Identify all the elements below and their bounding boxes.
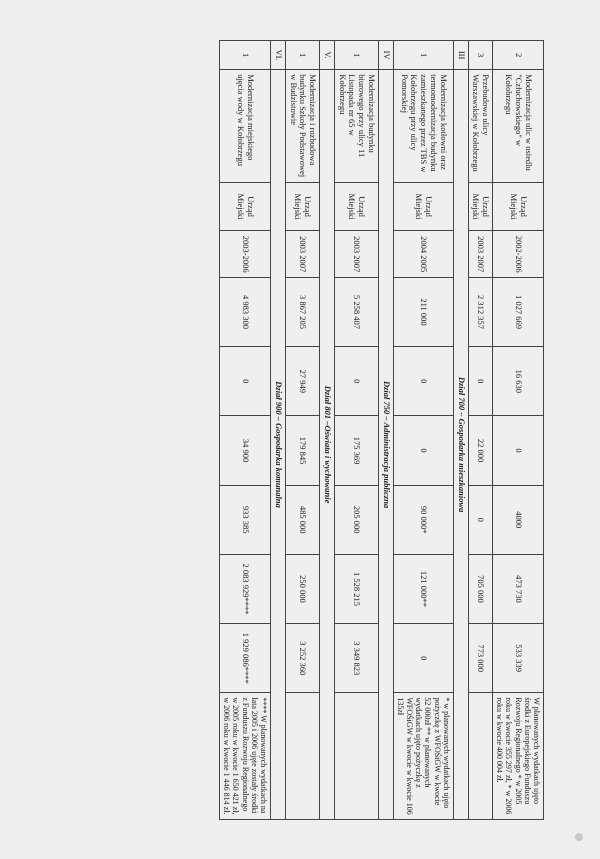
note-cell: * w planowanych wydatkach ujęto pożyczkę z WFOŚiGW w kwocie 52 000zł ** w planowanych wydatkach ujęto pożyczkę z WFOŚiGW w kwocie w kwocie 106 135zł	[393, 693, 453, 820]
value-cell: 1 027 669	[493, 277, 544, 346]
unit-cell: Urząd Miejski	[468, 182, 493, 231]
years-cell: 2003 2007	[468, 231, 493, 278]
value-cell: 1 528 215	[334, 554, 378, 623]
years-cell: 2004 2005	[393, 231, 453, 278]
years-cell: 2003-2006	[220, 231, 271, 278]
row-number: 1	[334, 41, 378, 70]
section-row	[320, 41, 335, 820]
section-title: Dział 801 –Oświata i wychowanie	[320, 70, 335, 820]
value-cell: 2 083 929****	[220, 554, 271, 623]
task-name: Przebudowa ulicy Warszawskiej w Kołobrzegu	[468, 70, 493, 183]
value-cell: 205 000	[334, 485, 378, 554]
value-cell: 0	[468, 485, 493, 554]
task-name: Modernizacja miejskiego ujęcia wody w Kołobrzegu	[220, 70, 271, 183]
task-name: Modernizacja budynku biurowego przy ulicy 11 Listopada nr 65 w Kołobrzegu	[334, 70, 378, 183]
value-cell: 16 630	[493, 347, 544, 416]
value-cell: 0	[393, 624, 453, 693]
note-cell	[468, 693, 493, 820]
value-cell: 22 000	[468, 416, 493, 485]
years-cell: 2003 2007	[334, 231, 378, 278]
note-cell: W planowanych wydatkach ujęto środki z Europejskiego Funduszu Rozwoju Regionalnego * w 2005 roku w kwocie 355 297 zł, * w 2006 roku w kwocie 400 004 zł.	[493, 693, 544, 820]
row-number: 2	[493, 41, 544, 70]
value-cell: 34 900	[220, 416, 271, 485]
section-number: V.	[320, 41, 335, 70]
value-cell: 3 349 823	[334, 624, 378, 693]
section-number: VI.	[270, 41, 285, 70]
note-cell	[285, 693, 319, 820]
value-cell: 0	[468, 347, 493, 416]
value-cell: 533 339	[493, 624, 544, 693]
value-cell: 773 000	[468, 624, 493, 693]
unit-cell: Urząd Miejski	[493, 182, 544, 231]
years-cell: 2002-2006	[493, 231, 544, 278]
value-cell: 485 000	[285, 485, 319, 554]
value-cell: 0	[393, 416, 453, 485]
value-cell: 4 983 300	[220, 277, 271, 346]
value-cell: 933 385	[220, 485, 271, 554]
value-cell: 0	[493, 416, 544, 485]
section-title: Dział 700 – Gospodarka mieszkaniowa	[453, 70, 468, 820]
row-number: 1	[393, 41, 453, 70]
row-number: 1	[285, 41, 319, 70]
task-name: Modernizacja i rozbudowa budynku Szkoły Podstawowej w Budzistowie	[285, 70, 319, 183]
table-row	[334, 41, 378, 820]
value-cell: 0	[393, 347, 453, 416]
table-row	[468, 41, 493, 820]
unit-cell: Urząd Miejski	[334, 182, 378, 231]
row-number: 1	[220, 41, 271, 70]
table-row	[220, 41, 271, 820]
table-row	[393, 41, 453, 820]
unit-cell: Urząd Miejski	[285, 182, 319, 231]
investment-table	[219, 40, 544, 820]
task-name: Modernizacja kotłowni oraz termomodernizacja budynku zamieszkanego przez TBS w Kołobrzegu przy ulicy Pomorskiej	[393, 70, 453, 183]
value-cell: 4000	[493, 485, 544, 554]
value-cell: 473 730	[493, 554, 544, 623]
note-cell: **** W planowanych wydatkach na lata 2005 i 2006 ujęte zostały środki z Funduszu Rozwoju Regionalnego w 2005 roku w kwocie 1 650 421 zł, w 2006 roku w kwocie 1 446 814 zł.	[220, 693, 271, 820]
task-name: Modernizacja ulic w osiedlu "Człuchowskiego" w Kołobrzegu	[493, 70, 544, 183]
value-cell: 705 000	[468, 554, 493, 623]
value-cell: 27 949	[285, 347, 319, 416]
note-cell	[334, 693, 378, 820]
section-number: III	[453, 41, 468, 70]
value-cell: 3 867 205	[285, 277, 319, 346]
section-title: Dział 750 – Administracja publiczna	[378, 70, 393, 820]
value-cell: 0	[334, 347, 378, 416]
value-cell: 175 369	[334, 416, 378, 485]
value-cell: 3 252 360	[285, 624, 319, 693]
section-row	[453, 41, 468, 820]
section-title: Dział 900 – Gospodarka komunalna	[270, 70, 285, 820]
value-cell: 250 000	[285, 554, 319, 623]
years-cell: 2003 2007	[285, 231, 319, 278]
value-cell: 90 000*	[393, 485, 453, 554]
section-row	[270, 41, 285, 820]
row-number: 3	[468, 41, 493, 70]
value-cell: 179 845	[285, 416, 319, 485]
value-cell: 1 929 086****	[220, 624, 271, 693]
value-cell: 2 312 357	[468, 277, 493, 346]
section-row	[378, 41, 393, 820]
value-cell: 211 000	[393, 277, 453, 346]
value-cell: 121 000**	[393, 554, 453, 623]
table-row	[285, 41, 319, 820]
section-number: IV	[378, 41, 393, 70]
table-row	[493, 41, 544, 820]
value-cell: 5 258 407	[334, 277, 378, 346]
value-cell: 0	[220, 347, 271, 416]
unit-cell: Urząd Miejski	[220, 182, 271, 231]
unit-cell: Urząd Miejski	[393, 182, 453, 231]
